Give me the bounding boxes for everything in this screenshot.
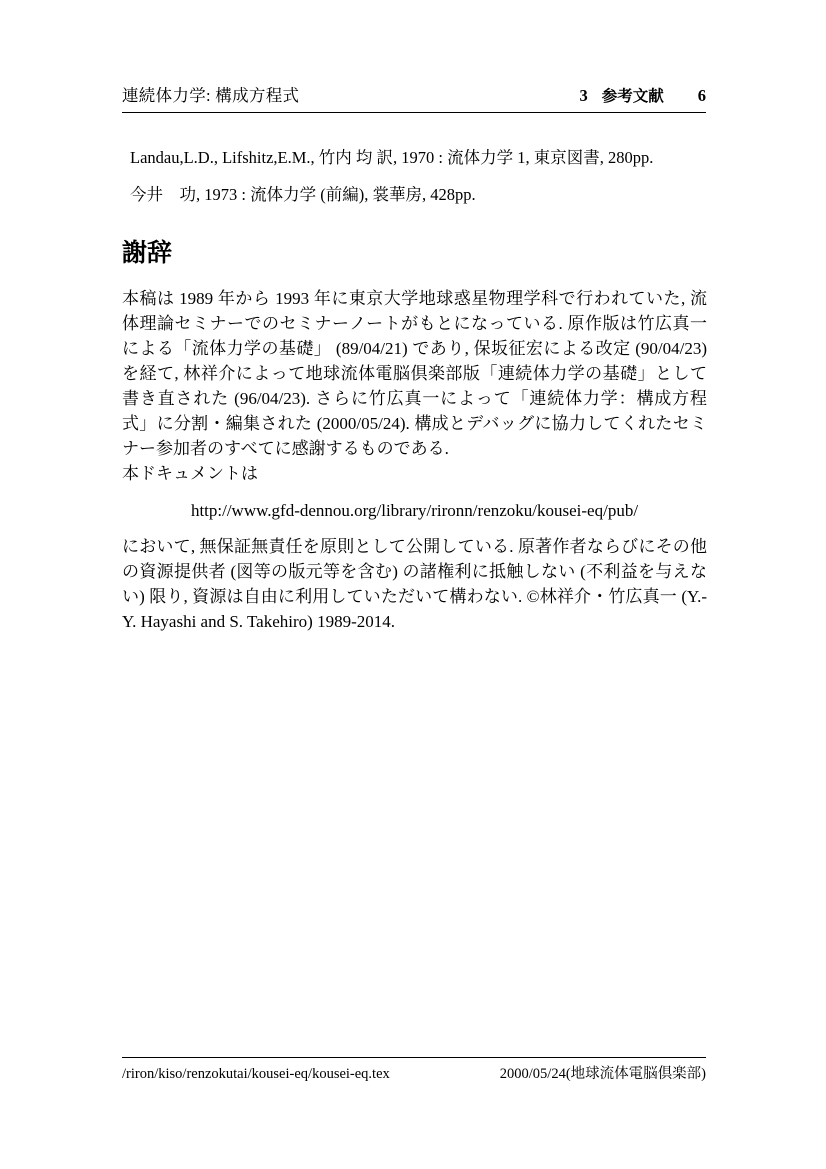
header-section-number: 3 [579,86,588,105]
footer-file-path: /riron/kiso/renzokutai/kousei-eq/kousei-eq.tex [122,1066,390,1082]
acknowledgments-paragraph-1: 本稿は 1989 年から 1993 年に東京大学地球惑星物理学科で行われていた, 流体理論セミナーでのセミナーノートがもとになっている. 原作版は竹広真一による「流体力学の基礎」 (89/04/21) であり, 保坂征宏による改定 (90/04/23) を経て, 林祥介によって地球流体電脳倶楽部版「連続体力学の基礎」として書き直された (96/04/23). さらに竹広真一によって「連続体力学：構成方程式」に分割・編集された (2000/05/24). 構成とデバッグに協力してくれたセミナー参加者のすべてに感謝するものである. [122,289,707,458]
running-header [122,86,706,113]
header-section-info [579,86,706,107]
document-intro-line: 本ドキュメントは [122,464,258,483]
publication-url: http://www.gfd-dennou.org/library/rironn/renzoku/kousei-eq/pub/ [190,501,639,520]
header-document-title: 連続体力学: 構成方程式 [122,86,300,105]
page-footer [122,1057,706,1083]
acknowledgments-paragraph-2: において, 無保証無責任を原則として公開している. 原著作者ならびにその他の資源提供者 (図等の版元等を含む) の諸権利に抵触しない (不利益を与えない) 限り, 資源は自由に利用していただいて構わない. ©林祥介・竹広真一 (Y.-Y. Hayashi and S. Takehiro) 1989-2014. [122,537,707,631]
acknowledgments-heading: 謝辞 [122,239,173,267]
footer-date-organization: 2000/05/24(地球流体電脳倶楽部) [499,1066,706,1082]
acknowledgments-section [122,238,707,634]
header-section-title: 参考文献 [601,88,664,105]
reference-entry-imai: 今井 功, 1973 : 流体力学 (前編), 裳華房, 428pp. [130,185,476,204]
header-page-number: 6 [697,86,706,105]
reference-entry-landau: Landau,L.D., Lifshitz,E.M., 竹内 均 訳, 1970 : 流体力学 1, 東京図書, 280pp. [130,148,654,167]
